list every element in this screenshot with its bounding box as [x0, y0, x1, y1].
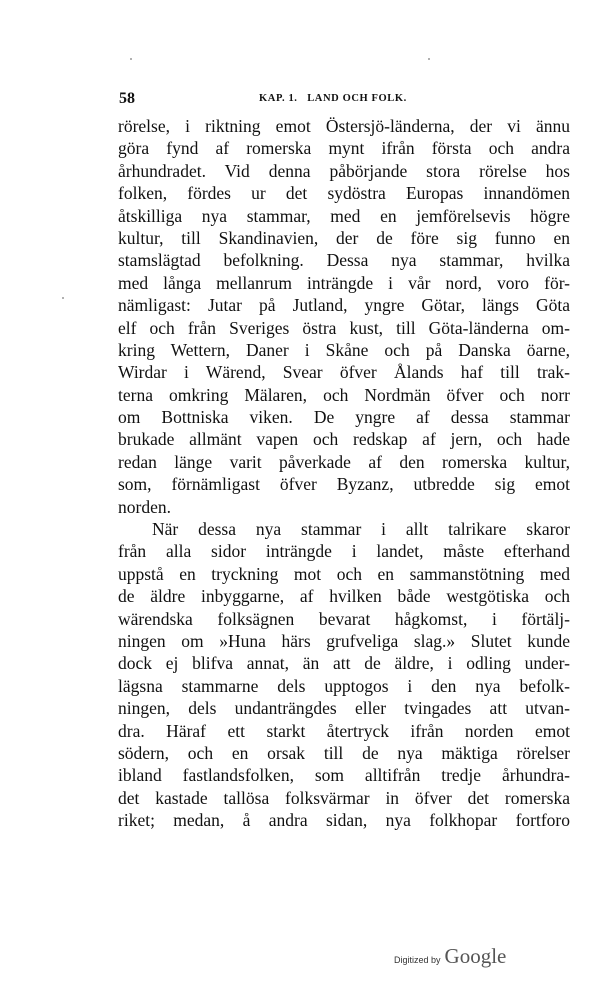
text-line: brukade allmänt vapen och redskap af jern, och hade	[118, 429, 570, 450]
digitized-by-google-watermark	[394, 944, 506, 969]
text-line: kring Wettern, Daner i Skåne och på Danska öarne,	[118, 339, 570, 360]
text-line: de äldre inbyggarne, af hvilken både westgötiska och	[118, 586, 570, 607]
digitized-prefix: Digitized by	[394, 955, 441, 965]
google-logo-text: Google	[444, 944, 507, 968]
text-line: kultur, till Skandinavien, der de före sig funno en	[118, 227, 570, 248]
text-line: dra. Häraf ett starkt återtryck ifrån norden emot	[118, 720, 570, 741]
text-line-paragraph-end: norden.	[118, 496, 171, 517]
running-head: KAP. 1. LAND OCH FOLK.	[259, 93, 407, 104]
page-header	[119, 90, 474, 112]
paper-speck	[428, 58, 430, 60]
text-line: dock ej blifva annat, än att de äldre, i odling under-	[118, 653, 570, 674]
text-line: århundradet. Vid denna påbörjande stora rörelse hos	[118, 160, 570, 181]
text-line: från alla sidor inträngde i landet, måste efterhand	[118, 541, 570, 562]
text-line: terna omkring Mälaren, och Nordmän öfver och norr	[118, 384, 570, 405]
text-line: ningen, dels undanträngdes eller tvingades att utvan-	[118, 698, 570, 719]
paper-speck	[62, 297, 64, 299]
text-line: nämligast: Jutar på Jutland, yngre Götar, längs Göta	[118, 295, 570, 316]
text-line: det kastade tallösa folksvärmar in öfver det romerska	[118, 787, 570, 808]
paper-speck	[130, 58, 132, 60]
text-line: om Bottniska viken. De yngre af dessa stammar	[118, 407, 570, 428]
text-line: ningen om »Huna härs grufveliga slag.» Slutet kunde	[118, 630, 570, 651]
text-line: uppstå en tryckning mot och en sammanstötning med	[118, 563, 570, 584]
page-number: 58	[119, 90, 135, 107]
text-line: åtskilliga nya stammar, med en jemförelsevis högre	[118, 205, 570, 226]
text-line: folken, fördes ur det sydöstra Europas innandömen	[118, 183, 570, 204]
text-line: riket; medan, å andra sidan, nya folkhopar fortforo	[118, 810, 570, 831]
text-line: rörelse, i riktning emot Östersjö-länderna, der vi ännu	[118, 116, 570, 136]
text-line: elf och från Sveriges östra kust, till Göta-länderna om-	[118, 317, 570, 338]
text-line: som, förnämligast öfver Byzanz, utbredde sig emot	[118, 474, 570, 495]
text-line: Wirdar i Wärend, Svear öfver Ålands haf till trak-	[118, 362, 570, 383]
text-line: lägsna stammarne dels upptogos i den nya befolk-	[118, 675, 570, 696]
text-line: södern, och en orsak till de nya mäktiga rörelser	[118, 742, 570, 763]
text-line: ibland fastlandsfolken, som alltifrån tredje århundra-	[118, 765, 570, 786]
text-line-paragraph-start: När dessa nya stammar i allt talrikare skaror	[152, 519, 570, 540]
text-line: med långa mellanrum inträngde i vår nord, voro för-	[118, 272, 570, 293]
body-text	[118, 115, 570, 832]
text-line: wärendska folksägnen bevarat hågkomst, i förtälj-	[118, 608, 570, 629]
text-line: göra fynd af romerska mynt ifrån första och andra	[118, 138, 570, 159]
text-line: stamslägtad befolkning. Dessa nya stammar, hvilka	[118, 250, 570, 271]
text-line: redan länge varit påverkade af den romerska kultur,	[118, 451, 570, 472]
